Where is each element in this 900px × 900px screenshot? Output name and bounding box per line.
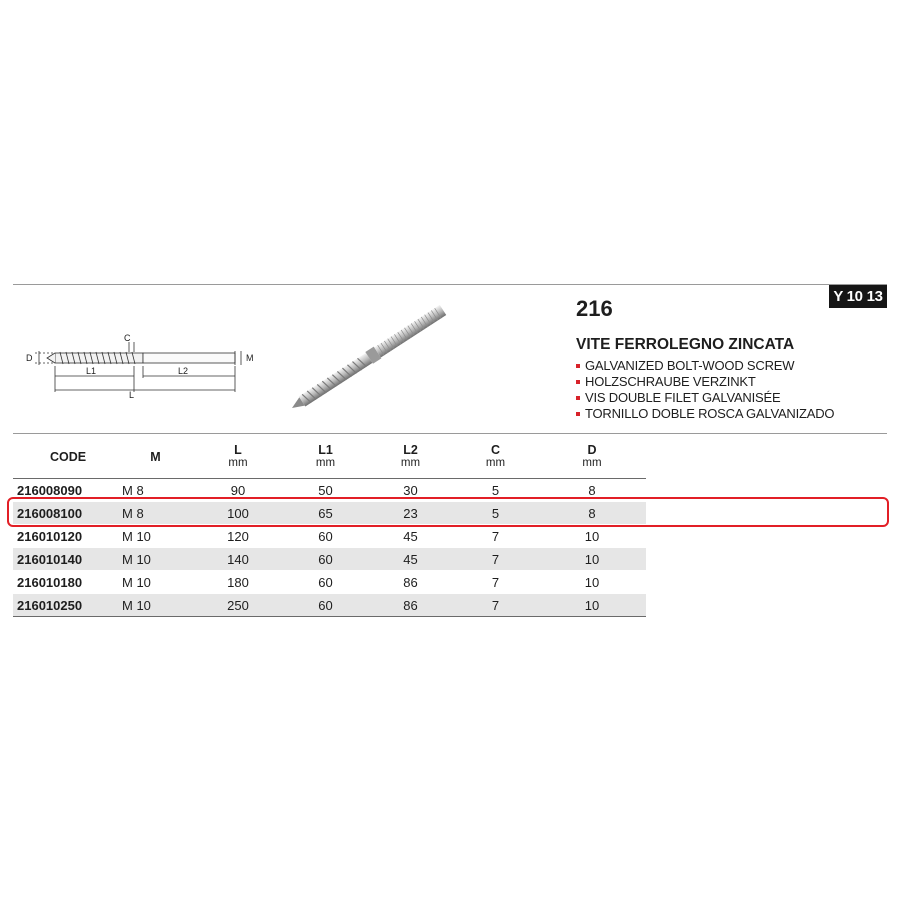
translation-list: [576, 358, 834, 422]
drawing-label-d: D: [26, 353, 33, 363]
cell-d: 8: [538, 479, 646, 502]
bullet-icon: [576, 412, 580, 416]
col-header-code: CODE: [50, 449, 87, 464]
cell-c: 7: [453, 594, 538, 617]
cell-m: M 10: [118, 548, 193, 571]
cell-c: 5: [453, 502, 538, 525]
translation-item: [576, 406, 834, 422]
col-header-d: D mm: [582, 443, 602, 469]
translation-fr: VIS DOUBLE FILET GALVANISÉE: [585, 390, 781, 405]
cell-l1: 65: [283, 502, 368, 525]
drawing-label-m: M: [246, 353, 254, 363]
translation-es: TORNILLO DOBLE ROSCA GALVANIZADO: [585, 406, 835, 421]
product-title: VITE FERROLEGNO ZINCATA: [576, 336, 795, 353]
table-row[interactable]: [13, 571, 646, 594]
cell-m: M 10: [118, 525, 193, 548]
row-highlight-frame: [7, 497, 889, 527]
cell-l2: 86: [368, 594, 453, 617]
table-header-row: [13, 436, 646, 479]
cell-c: 7: [453, 525, 538, 548]
cell-d: 8: [538, 502, 646, 525]
col-header-l2: L2 mm: [400, 443, 421, 469]
col-header-l1: L1 mm: [315, 443, 336, 469]
cell-code: 216010250: [13, 594, 118, 617]
drawing-label-l2: L2: [178, 366, 189, 376]
cell-l2: 45: [368, 525, 453, 548]
cell-c: 7: [453, 548, 538, 571]
translation-de: HOLZSCHRAUBE VERZINKT: [585, 374, 756, 389]
cell-d: 10: [538, 548, 646, 571]
cell-l: 180: [193, 571, 283, 594]
product-number: 216: [576, 296, 613, 321]
col-header-c: C mm: [485, 443, 506, 469]
translation-en: GALVANIZED BOLT-WOOD SCREW: [585, 358, 795, 373]
cell-d: 10: [538, 571, 646, 594]
cell-l: 140: [193, 548, 283, 571]
cell-c: 7: [453, 571, 538, 594]
cell-l2: 23: [368, 502, 453, 525]
cell-d: 10: [538, 525, 646, 548]
cell-l: 250: [193, 594, 283, 617]
cell-l1: 60: [283, 548, 368, 571]
drawing-label-l: L: [129, 390, 135, 400]
cell-l2: 45: [368, 548, 453, 571]
top-divider: [13, 284, 887, 285]
cell-l2: 86: [368, 571, 453, 594]
catalog-code-badge: Y 10 13: [829, 285, 887, 308]
translation-item: [576, 374, 834, 390]
bullet-icon: [576, 396, 580, 400]
table-row[interactable]: [13, 525, 646, 548]
cell-m: M 10: [118, 594, 193, 617]
cell-l: 120: [193, 525, 283, 548]
translation-item: [576, 358, 834, 374]
cell-l1: 50: [283, 479, 368, 502]
bullet-icon: [576, 364, 580, 368]
cell-c: 5: [453, 479, 538, 502]
cell-code: 216008100: [13, 502, 118, 525]
cell-d: 10: [538, 594, 646, 617]
col-header-m: M: [150, 449, 161, 464]
translation-item: [576, 390, 834, 406]
drawing-label-c: C: [124, 333, 131, 343]
mid-divider: [13, 433, 887, 434]
table-row[interactable]: [13, 548, 646, 571]
table-row[interactable]: [13, 594, 646, 617]
cell-m: M 10: [118, 571, 193, 594]
cell-l1: 60: [283, 594, 368, 617]
col-header-l: L mm: [228, 443, 248, 469]
cell-code: 216008090: [13, 479, 118, 502]
cell-l1: 60: [283, 571, 368, 594]
cell-code: 216010180: [13, 571, 118, 594]
bullet-icon: [576, 380, 580, 384]
cell-code: 216010120: [13, 525, 118, 548]
cell-code: 216010140: [13, 548, 118, 571]
drawing-label-l1: L1: [86, 366, 97, 376]
cell-l2: 30: [368, 479, 453, 502]
screw-photo: [278, 300, 458, 425]
technical-drawing: [20, 330, 265, 400]
cell-m: M 8: [118, 479, 193, 502]
cell-l: 100: [193, 502, 283, 525]
cell-l: 90: [193, 479, 283, 502]
cell-l1: 60: [283, 525, 368, 548]
cell-m: M 8: [118, 502, 193, 525]
